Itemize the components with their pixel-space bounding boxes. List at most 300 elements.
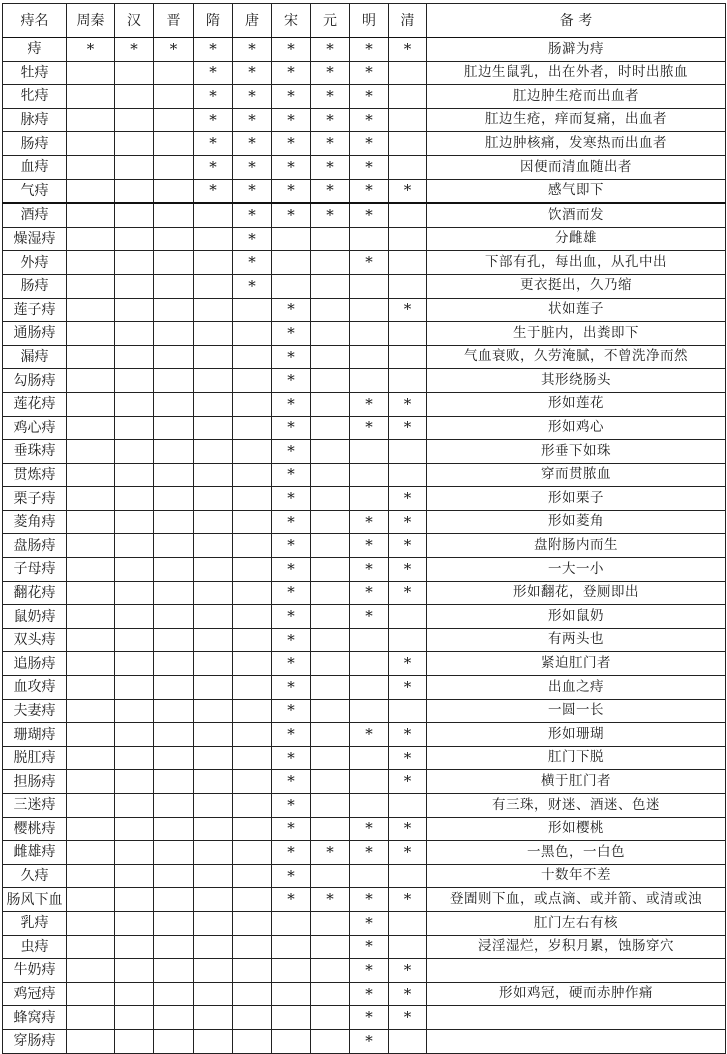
dynasty-mark-cell bbox=[115, 463, 154, 487]
dynasty-mark-cell bbox=[194, 369, 233, 393]
dynasty-mark-cell bbox=[311, 935, 350, 959]
dynasty-mark-cell bbox=[115, 558, 154, 582]
dynasty-mark: * bbox=[272, 676, 311, 700]
remark: 更衣挺出，久乃缩 bbox=[427, 274, 726, 298]
hemorrhoid-name: 勾肠痔 bbox=[3, 369, 67, 393]
remark: 肛边生鼠乳，出在外者，时时出脓血 bbox=[427, 61, 726, 85]
dynasty-mark-cell bbox=[389, 911, 427, 935]
dynasty-mark: * bbox=[350, 605, 389, 629]
dynasty-mark-cell bbox=[67, 888, 115, 912]
hemorrhoid-name: 菱角痔 bbox=[3, 510, 67, 534]
header-jin: 晋 bbox=[154, 4, 194, 38]
header-zhouqin: 周秦 bbox=[67, 4, 115, 38]
dynasty-mark: * bbox=[272, 203, 311, 227]
table-row bbox=[3, 558, 726, 582]
dynasty-mark-cell bbox=[350, 770, 389, 794]
dynasty-mark: * bbox=[194, 132, 233, 156]
remark: 形如菱角 bbox=[427, 510, 726, 534]
dynasty-mark-cell bbox=[67, 746, 115, 770]
dynasty-mark: * bbox=[389, 179, 427, 203]
table-row bbox=[3, 345, 726, 369]
hemorrhoid-name: 鸡冠痔 bbox=[3, 982, 67, 1006]
dynasty-mark-cell bbox=[389, 61, 427, 85]
dynasty-mark-cell bbox=[194, 864, 233, 888]
table-row bbox=[3, 817, 726, 841]
dynasty-mark-cell bbox=[350, 864, 389, 888]
dynasty-mark-cell bbox=[115, 155, 154, 179]
dynasty-mark-cell bbox=[67, 794, 115, 818]
dynasty-mark: * bbox=[272, 534, 311, 558]
table-row bbox=[3, 723, 726, 747]
dynasty-mark-cell bbox=[233, 510, 272, 534]
dynasty-mark: * bbox=[233, 38, 272, 62]
table-row bbox=[3, 652, 726, 676]
dynasty-mark: * bbox=[350, 581, 389, 605]
dynasty-mark-cell bbox=[311, 628, 350, 652]
dynasty-mark-cell bbox=[115, 699, 154, 723]
dynasty-mark-cell bbox=[350, 463, 389, 487]
dynasty-mark-cell bbox=[389, 251, 427, 275]
dynasty-mark-cell bbox=[311, 723, 350, 747]
dynasty-mark-cell bbox=[272, 251, 311, 275]
dynasty-mark: * bbox=[389, 1006, 427, 1030]
dynasty-mark-cell bbox=[154, 85, 194, 109]
dynasty-mark: * bbox=[233, 203, 272, 227]
dynasty-mark-cell bbox=[115, 817, 154, 841]
dynasty-mark-cell bbox=[194, 888, 233, 912]
remark: 状如莲子 bbox=[427, 298, 726, 322]
dynasty-mark-cell bbox=[154, 1029, 194, 1053]
dynasty-mark-cell bbox=[154, 746, 194, 770]
dynasty-mark-cell bbox=[233, 369, 272, 393]
dynasty-mark-cell bbox=[194, 959, 233, 983]
dynasty-mark-cell bbox=[67, 85, 115, 109]
table-row bbox=[3, 605, 726, 629]
table-row bbox=[3, 416, 726, 440]
dynasty-mark-cell bbox=[115, 723, 154, 747]
remark: 一圆一长 bbox=[427, 699, 726, 723]
dynasty-mark: * bbox=[350, 723, 389, 747]
dynasty-mark-cell bbox=[311, 274, 350, 298]
dynasty-mark-cell bbox=[194, 274, 233, 298]
dynasty-mark: * bbox=[272, 322, 311, 346]
dynasty-mark-cell bbox=[194, 911, 233, 935]
dynasty-mark-cell bbox=[115, 108, 154, 132]
dynasty-mark-cell bbox=[350, 746, 389, 770]
remark: 气血衰败，久劳淹腻，不曾洗净而然 bbox=[427, 345, 726, 369]
hemorrhoid-name: 贯炼痔 bbox=[3, 463, 67, 487]
dynasty-mark-cell bbox=[311, 558, 350, 582]
dynasty-mark: * bbox=[350, 1029, 389, 1053]
dynasty-mark-cell bbox=[350, 487, 389, 511]
dynasty-mark-cell bbox=[272, 959, 311, 983]
dynasty-mark: * bbox=[272, 155, 311, 179]
dynasty-mark-cell bbox=[194, 534, 233, 558]
hemorrhoid-name: 盘肠痔 bbox=[3, 534, 67, 558]
dynasty-mark-cell bbox=[115, 1006, 154, 1030]
dynasty-mark: * bbox=[350, 558, 389, 582]
dynasty-mark-cell bbox=[311, 1006, 350, 1030]
dynasty-mark-cell bbox=[67, 935, 115, 959]
dynasty-mark: * bbox=[350, 982, 389, 1006]
dynasty-mark-cell bbox=[389, 935, 427, 959]
remark: 肛边生疮，痒而复痛，出血者 bbox=[427, 108, 726, 132]
dynasty-mark: * bbox=[311, 841, 350, 865]
hemorrhoid-name: 担肠痔 bbox=[3, 770, 67, 794]
dynasty-mark-cell bbox=[194, 770, 233, 794]
dynasty-mark-cell bbox=[233, 440, 272, 464]
dynasty-mark-cell bbox=[154, 723, 194, 747]
dynasty-mark-cell bbox=[194, 440, 233, 464]
remark: 肛边肿核痛，发寒热而出血者 bbox=[427, 132, 726, 156]
header-name: 痔名 bbox=[3, 4, 67, 38]
dynasty-mark-cell bbox=[67, 61, 115, 85]
dynasty-mark-cell bbox=[194, 322, 233, 346]
table-row bbox=[3, 463, 726, 487]
hemorrhoid-name: 夫妻痔 bbox=[3, 699, 67, 723]
dynasty-mark-cell bbox=[67, 652, 115, 676]
remark: 十数年不差 bbox=[427, 864, 726, 888]
hemorrhoid-name: 脉痔 bbox=[3, 108, 67, 132]
dynasty-mark-cell bbox=[154, 982, 194, 1006]
dynasty-mark-cell bbox=[154, 61, 194, 85]
dynasty-mark-cell bbox=[154, 817, 194, 841]
dynasty-mark-cell bbox=[67, 392, 115, 416]
dynasty-mark-cell bbox=[154, 108, 194, 132]
dynasty-mark: * bbox=[350, 534, 389, 558]
dynasty-mark-cell bbox=[350, 274, 389, 298]
dynasty-mark-cell bbox=[350, 322, 389, 346]
dynasty-mark-cell bbox=[67, 558, 115, 582]
dynasty-mark: * bbox=[350, 251, 389, 275]
dynasty-mark-cell bbox=[233, 416, 272, 440]
remark: 形如珊瑚 bbox=[427, 723, 726, 747]
dynasty-mark-cell bbox=[194, 392, 233, 416]
table-row bbox=[3, 982, 726, 1006]
dynasty-mark-cell bbox=[115, 581, 154, 605]
hemorrhoid-name: 鸡心痔 bbox=[3, 416, 67, 440]
dynasty-mark-cell bbox=[389, 108, 427, 132]
dynasty-mark: * bbox=[311, 132, 350, 156]
dynasty-mark-cell bbox=[233, 770, 272, 794]
dynasty-mark-cell bbox=[350, 369, 389, 393]
dynasty-mark-cell bbox=[233, 345, 272, 369]
dynasty-mark-cell bbox=[233, 911, 272, 935]
dynasty-mark-cell bbox=[67, 534, 115, 558]
hemorrhoid-name: 莲花痔 bbox=[3, 392, 67, 416]
dynasty-mark-cell bbox=[194, 935, 233, 959]
dynasty-mark-cell bbox=[194, 605, 233, 629]
table-row bbox=[3, 699, 726, 723]
dynasty-mark-cell bbox=[115, 251, 154, 275]
remark bbox=[427, 959, 726, 983]
dynasty-mark-cell bbox=[194, 581, 233, 605]
dynasty-mark: * bbox=[272, 864, 311, 888]
hemorrhoid-name: 珊瑚痔 bbox=[3, 723, 67, 747]
dynasty-mark-cell bbox=[154, 676, 194, 700]
dynasty-mark-cell bbox=[389, 155, 427, 179]
dynasty-mark-cell bbox=[311, 298, 350, 322]
table-row bbox=[3, 203, 726, 227]
dynasty-mark-cell bbox=[154, 510, 194, 534]
dynasty-mark-cell bbox=[115, 911, 154, 935]
dynasty-mark-cell bbox=[233, 558, 272, 582]
dynasty-mark-cell bbox=[115, 203, 154, 227]
dynasty-mark-cell bbox=[154, 274, 194, 298]
dynasty-mark-cell bbox=[154, 1006, 194, 1030]
dynasty-mark: * bbox=[389, 652, 427, 676]
table-row bbox=[3, 108, 726, 132]
dynasty-mark: * bbox=[233, 274, 272, 298]
dynasty-mark-cell bbox=[233, 534, 272, 558]
table-row bbox=[3, 179, 726, 203]
dynasty-mark-cell bbox=[194, 1006, 233, 1030]
dynasty-mark-cell bbox=[115, 628, 154, 652]
dynasty-mark: * bbox=[233, 155, 272, 179]
dynasty-mark-cell bbox=[115, 935, 154, 959]
dynasty-mark-cell bbox=[115, 841, 154, 865]
dynasty-mark-cell bbox=[154, 322, 194, 346]
header-qing: 清 bbox=[389, 4, 427, 38]
dynasty-mark-cell bbox=[67, 605, 115, 629]
hemorrhoid-name: 肠风下血 bbox=[3, 888, 67, 912]
dynasty-mark-cell bbox=[154, 227, 194, 251]
remark: 一黑色，一白色 bbox=[427, 841, 726, 865]
dynasty-mark: * bbox=[311, 179, 350, 203]
dynasty-mark-cell bbox=[67, 440, 115, 464]
dynasty-mark: * bbox=[389, 959, 427, 983]
remark: 出血之痔 bbox=[427, 676, 726, 700]
dynasty-mark-cell bbox=[233, 935, 272, 959]
dynasty-mark-cell bbox=[311, 911, 350, 935]
dynasty-mark: * bbox=[350, 155, 389, 179]
remark: 横于肛门者 bbox=[427, 770, 726, 794]
dynasty-mark-cell bbox=[154, 298, 194, 322]
dynasty-mark: * bbox=[272, 38, 311, 62]
table-row bbox=[3, 322, 726, 346]
dynasty-mark-cell bbox=[311, 345, 350, 369]
dynasty-mark-cell bbox=[311, 440, 350, 464]
dynasty-mark-cell bbox=[350, 652, 389, 676]
dynasty-mark: * bbox=[350, 416, 389, 440]
dynasty-mark-cell bbox=[389, 369, 427, 393]
dynasty-mark-cell bbox=[67, 628, 115, 652]
dynasty-mark: * bbox=[389, 888, 427, 912]
remark: 肛门左右有核 bbox=[427, 911, 726, 935]
dynasty-mark-cell bbox=[67, 416, 115, 440]
hemorrhoid-name: 脱肛痔 bbox=[3, 746, 67, 770]
dynasty-mark-cell bbox=[311, 251, 350, 275]
header-yuan: 元 bbox=[311, 4, 350, 38]
page bbox=[2, 3, 726, 1054]
hemorrhoid-name: 肠痔 bbox=[3, 132, 67, 156]
dynasty-mark-cell bbox=[389, 794, 427, 818]
hemorrhoid-name: 酒痔 bbox=[3, 203, 67, 227]
dynasty-mark-cell bbox=[389, 345, 427, 369]
dynasty-mark-cell bbox=[233, 959, 272, 983]
dynasty-mark: * bbox=[389, 982, 427, 1006]
dynasty-mark: * bbox=[389, 676, 427, 700]
dynasty-mark-cell bbox=[67, 723, 115, 747]
table-row bbox=[3, 298, 726, 322]
dynasty-mark-cell bbox=[272, 1029, 311, 1053]
dynasty-mark-cell bbox=[67, 864, 115, 888]
dynasty-mark-cell bbox=[194, 982, 233, 1006]
dynasty-mark: * bbox=[194, 38, 233, 62]
dynasty-mark: * bbox=[389, 723, 427, 747]
dynasty-mark-cell bbox=[194, 558, 233, 582]
dynasty-mark-cell bbox=[154, 581, 194, 605]
table-row bbox=[3, 770, 726, 794]
dynasty-mark: * bbox=[272, 888, 311, 912]
dynasty-mark: * bbox=[272, 108, 311, 132]
dynasty-mark-cell bbox=[194, 251, 233, 275]
dynasty-mark-cell bbox=[115, 322, 154, 346]
remark: 紧迫肛门者 bbox=[427, 652, 726, 676]
dynasty-mark: * bbox=[272, 723, 311, 747]
dynasty-mark-cell bbox=[194, 487, 233, 511]
table-row bbox=[3, 888, 726, 912]
dynasty-mark-cell bbox=[154, 841, 194, 865]
hemorrhoid-name: 肠痔 bbox=[3, 274, 67, 298]
table-row bbox=[3, 155, 726, 179]
dynasty-mark: * bbox=[272, 841, 311, 865]
table-row bbox=[3, 864, 726, 888]
dynasty-mark: * bbox=[233, 61, 272, 85]
dynasty-mark-cell bbox=[194, 203, 233, 227]
hemorrhoid-name: 子母痔 bbox=[3, 558, 67, 582]
dynasty-mark-cell bbox=[233, 1006, 272, 1030]
hemorrhoid-name: 牝痔 bbox=[3, 85, 67, 109]
hemorrhoid-name: 漏痔 bbox=[3, 345, 67, 369]
dynasty-mark: * bbox=[272, 179, 311, 203]
dynasty-mark-cell bbox=[115, 959, 154, 983]
hemorrhoid-name: 痔 bbox=[3, 38, 67, 62]
hemorrhoid-name: 三迷痔 bbox=[3, 794, 67, 818]
dynasty-mark-cell bbox=[233, 864, 272, 888]
hemorrhoid-name: 气痔 bbox=[3, 179, 67, 203]
dynasty-mark: * bbox=[272, 463, 311, 487]
dynasty-mark-cell bbox=[67, 298, 115, 322]
dynasty-mark-cell bbox=[154, 416, 194, 440]
dynasty-mark: * bbox=[272, 605, 311, 629]
dynasty-mark: * bbox=[389, 581, 427, 605]
dynasty-mark: * bbox=[350, 935, 389, 959]
hemorrhoid-name: 血攻痔 bbox=[3, 676, 67, 700]
dynasty-mark-cell bbox=[311, 416, 350, 440]
dynasty-mark-cell bbox=[67, 227, 115, 251]
dynasty-mark-cell bbox=[233, 841, 272, 865]
hemorrhoid-name: 虫痔 bbox=[3, 935, 67, 959]
dynasty-mark-cell bbox=[115, 392, 154, 416]
table-row bbox=[3, 1029, 726, 1053]
dynasty-mark-cell bbox=[115, 179, 154, 203]
dynasty-mark-cell bbox=[311, 605, 350, 629]
dynasty-mark: * bbox=[350, 132, 389, 156]
dynasty-mark: * bbox=[389, 298, 427, 322]
dynasty-mark-cell bbox=[115, 227, 154, 251]
dynasty-mark-cell bbox=[233, 487, 272, 511]
dynasty-mark-cell bbox=[194, 652, 233, 676]
dynasty-mark-cell bbox=[233, 1029, 272, 1053]
hemorrhoid-name: 外痔 bbox=[3, 251, 67, 275]
dynasty-mark-cell bbox=[154, 864, 194, 888]
dynasty-mark-cell bbox=[311, 699, 350, 723]
dynasty-mark-cell bbox=[115, 132, 154, 156]
dynasty-mark-cell bbox=[154, 605, 194, 629]
dynasty-mark-cell bbox=[115, 298, 154, 322]
dynasty-mark: * bbox=[272, 817, 311, 841]
dynasty-mark: * bbox=[350, 841, 389, 865]
dynasty-mark-cell bbox=[67, 132, 115, 156]
remark: 肛门下脱 bbox=[427, 746, 726, 770]
table-row bbox=[3, 911, 726, 935]
dynasty-mark-cell bbox=[389, 463, 427, 487]
dynasty-mark: * bbox=[389, 416, 427, 440]
dynasty-mark: * bbox=[272, 510, 311, 534]
dynasty-mark-cell bbox=[115, 440, 154, 464]
table-row bbox=[3, 794, 726, 818]
dynasty-mark-cell bbox=[233, 392, 272, 416]
dynasty-mark-cell bbox=[67, 369, 115, 393]
dynasty-mark-cell bbox=[154, 203, 194, 227]
dynasty-mark: * bbox=[389, 534, 427, 558]
hemorrhoid-name: 久痔 bbox=[3, 864, 67, 888]
dynasty-mark-cell bbox=[272, 1006, 311, 1030]
dynasty-mark: * bbox=[233, 108, 272, 132]
table-row bbox=[3, 959, 726, 983]
dynasty-mark-cell bbox=[272, 227, 311, 251]
table-row bbox=[3, 85, 726, 109]
dynasty-mark: * bbox=[272, 558, 311, 582]
dynasty-mark-cell bbox=[115, 61, 154, 85]
dynasty-mark: * bbox=[311, 61, 350, 85]
remark: 分雌雄 bbox=[427, 227, 726, 251]
dynasty-mark-cell bbox=[233, 723, 272, 747]
dynasty-mark-cell bbox=[115, 85, 154, 109]
dynasty-mark: * bbox=[350, 85, 389, 109]
remark: 盘附肠内而生 bbox=[427, 534, 726, 558]
dynasty-mark: * bbox=[389, 38, 427, 62]
hemorrhoid-name: 翻花痔 bbox=[3, 581, 67, 605]
dynasty-mark-cell bbox=[154, 132, 194, 156]
dynasty-mark: * bbox=[311, 203, 350, 227]
dynasty-mark: * bbox=[350, 959, 389, 983]
remark: 形如翻花，登厕即出 bbox=[427, 581, 726, 605]
table-row bbox=[3, 510, 726, 534]
dynasty-mark-cell bbox=[115, 888, 154, 912]
dynasty-mark-cell bbox=[154, 959, 194, 983]
dynasty-mark-cell bbox=[350, 676, 389, 700]
dynasty-mark-cell bbox=[194, 227, 233, 251]
table-row bbox=[3, 935, 726, 959]
table-row bbox=[3, 392, 726, 416]
hemorrhoid-name: 燥湿痔 bbox=[3, 227, 67, 251]
header-tang: 唐 bbox=[233, 4, 272, 38]
remark: 生于脏内，出粪即下 bbox=[427, 322, 726, 346]
remark: 有两头也 bbox=[427, 628, 726, 652]
dynasty-mark-cell bbox=[115, 770, 154, 794]
dynasty-mark-cell bbox=[194, 817, 233, 841]
dynasty-mark-cell bbox=[233, 982, 272, 1006]
hemorrhoid-name: 牡痔 bbox=[3, 61, 67, 85]
dynasty-mark-cell bbox=[67, 463, 115, 487]
dynasty-mark-cell bbox=[194, 841, 233, 865]
dynasty-mark: * bbox=[67, 38, 115, 62]
dynasty-mark-cell bbox=[154, 652, 194, 676]
dynasty-mark: * bbox=[194, 108, 233, 132]
remark: 肛边肿生疮而出血者 bbox=[427, 85, 726, 109]
